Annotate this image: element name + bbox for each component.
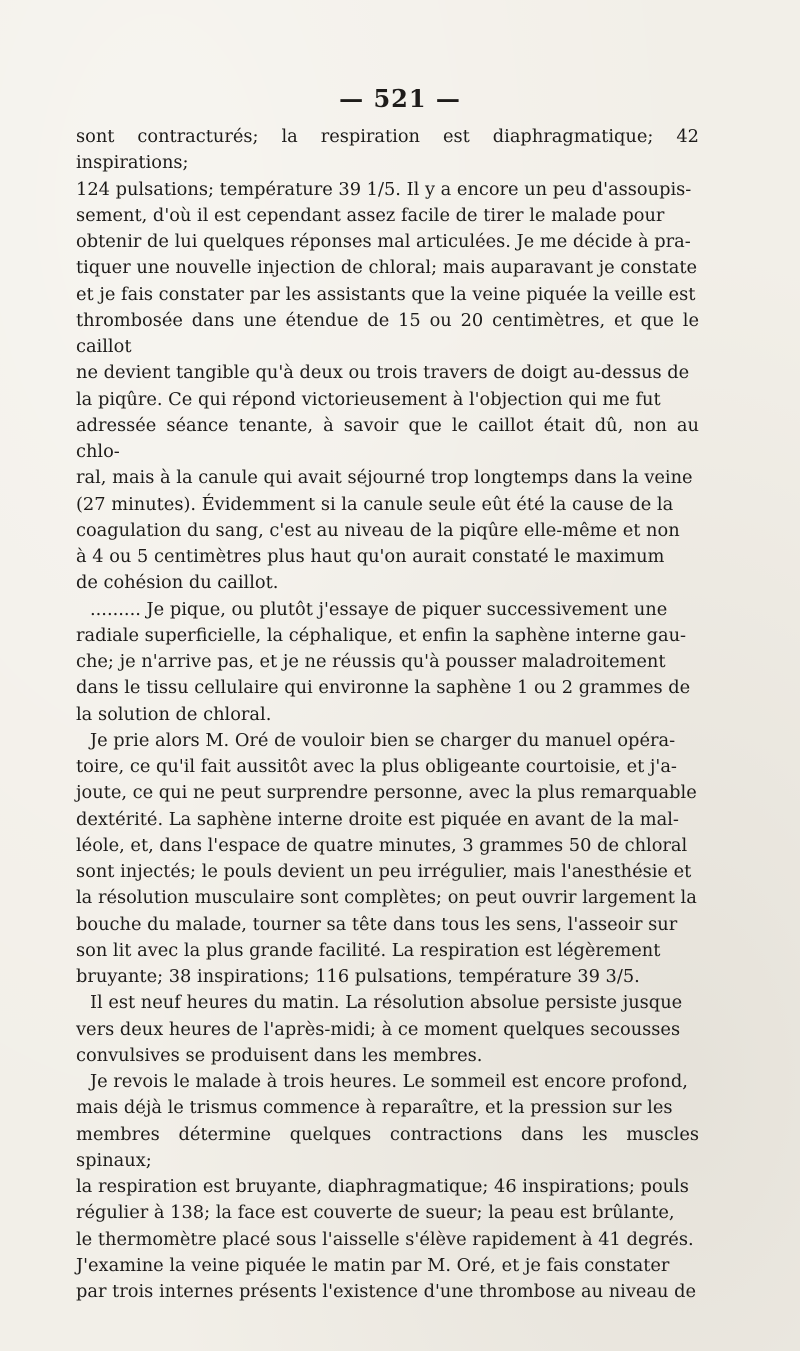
text-line: coagulation du sang, c'est au niveau de la piqûre elle-même et non <box>76 519 680 541</box>
text-line: à 4 ou 5 centimètres plus haut qu'on aurait constaté le maximum <box>76 546 665 567</box>
paragraph-1 <box>76 124 699 597</box>
page-number: — 521 — <box>339 84 461 113</box>
paragraph-3 <box>76 728 699 991</box>
text-line: mais déjà le trismus commence à reparaître, et la pression sur les <box>76 1097 673 1119</box>
text-line: régulier à 138; la face est couverte de sueur; la peau est brûlante, <box>76 1202 675 1224</box>
text-line: membres détermine quelques contractions dans les muscles spinaux; <box>76 1123 699 1171</box>
text-line: joute, ce qui ne peut surprendre personne, avec la plus remarquable <box>76 782 697 804</box>
paragraph-5 <box>76 1069 699 1305</box>
text-line: thrombosée dans une étendue de 15 ou 20 centimètres, et que le caillot <box>76 309 699 357</box>
text-line: bruyante; 38 inspirations; 116 pulsations, température 39 3/5. <box>76 966 640 987</box>
text-line: radiale superficielle, la céphalique, et enfin la saphène interne gau- <box>76 624 687 646</box>
text-line: Je revois le malade à trois heures. Le sommeil est encore profond, <box>90 1071 688 1092</box>
text-line: dextérité. La saphène interne droite est piquée en avant de la mal- <box>76 808 679 830</box>
text-line: (27 minutes). Évidemment si la canule seule eût été la cause de la <box>76 493 674 515</box>
text-line: par trois internes présents l'existence d'une thrombose au niveau de <box>76 1281 697 1302</box>
text-line: léole, et, dans l'espace de quatre minutes, 3 grammes 50 de chloral <box>76 834 688 856</box>
text-line: la solution de chloral. <box>76 703 272 725</box>
text-line: le thermomètre placé sous l'aisselle s'élève rapidement à 41 degrés. <box>76 1228 694 1250</box>
text-line: son lit avec la plus grande facilité. La respiration est légèrement <box>76 939 661 961</box>
text-line: la respiration est bruyante, diaphragmatique; 46 inspirations; pouls <box>76 1176 689 1197</box>
text-line: sement, d'où il est cependant assez facile de tirer le malade pour <box>76 204 665 226</box>
paragraph-2 <box>76 597 699 728</box>
text-line: Il est neuf heures du matin. La résolution absolue persiste jusque <box>90 992 683 1014</box>
paragraph-4 <box>76 990 699 1069</box>
text-line: adressée séance tenante, à savoir que le caillot était dû, non au chlo- <box>76 414 699 462</box>
text-line: convulsives se produisent dans les membres. <box>76 1044 483 1066</box>
text-line: bouche du malade, tourner sa tête dans tous les sens, l'asseoir sur <box>76 913 678 935</box>
text-line: ral, mais à la canule qui avait séjourné trop longtemps dans la veine <box>76 467 693 489</box>
text-line: 124 pulsations; température 39 1/5. Il y a encore un peu d'assoupis- <box>76 178 692 200</box>
text-line: ......... Je pique, ou plutôt j'essaye de piquer successivement une <box>90 598 668 620</box>
text-line: la piqûre. Ce qui répond victorieusement à l'objection qui me fut <box>76 388 661 410</box>
text-line: J'examine la veine piquée le matin par M. Oré, et je fais constater <box>76 1254 670 1276</box>
body-text <box>76 124 699 1305</box>
text-line: sont injectés; le pouls devient un peu irrégulier, mais l'anesthésie et <box>76 861 692 882</box>
text-line: de cohésion du caillot. <box>76 572 279 594</box>
text-line: la résolution musculaire sont complètes; on peut ouvrir largement la <box>76 887 697 909</box>
text-line: dans le tissu cellulaire qui environne la saphène 1 ou 2 grammes de <box>76 677 691 699</box>
text-line: che; je n'arrive pas, et je ne réussis qu'à pousser maladroitement <box>76 651 666 672</box>
text-line: sont contracturés; la respiration est diaphragmatique; 42 inspirations; <box>76 126 699 174</box>
text-line: Je prie alors M. Oré de vouloir bien se charger du manuel opéra- <box>90 729 676 751</box>
text-line: vers deux heures de l'après-midi; à ce moment quelques secousses <box>76 1018 681 1040</box>
text-line: et je fais constater par les assistants que la veine piquée la veille est <box>76 283 696 305</box>
text-line: tiquer une nouvelle injection de chloral; mais auparavant je constate <box>76 257 698 279</box>
text-line: ne devient tangible qu'à deux ou trois travers de doigt au-dessus de <box>76 362 690 384</box>
text-line: obtenir de lui quelques réponses mal articulées. Je me décide à pra- <box>76 231 691 252</box>
text-line: toire, ce qu'il fait aussitôt avec la plus obligeante courtoisie, et j'a- <box>76 756 677 777</box>
